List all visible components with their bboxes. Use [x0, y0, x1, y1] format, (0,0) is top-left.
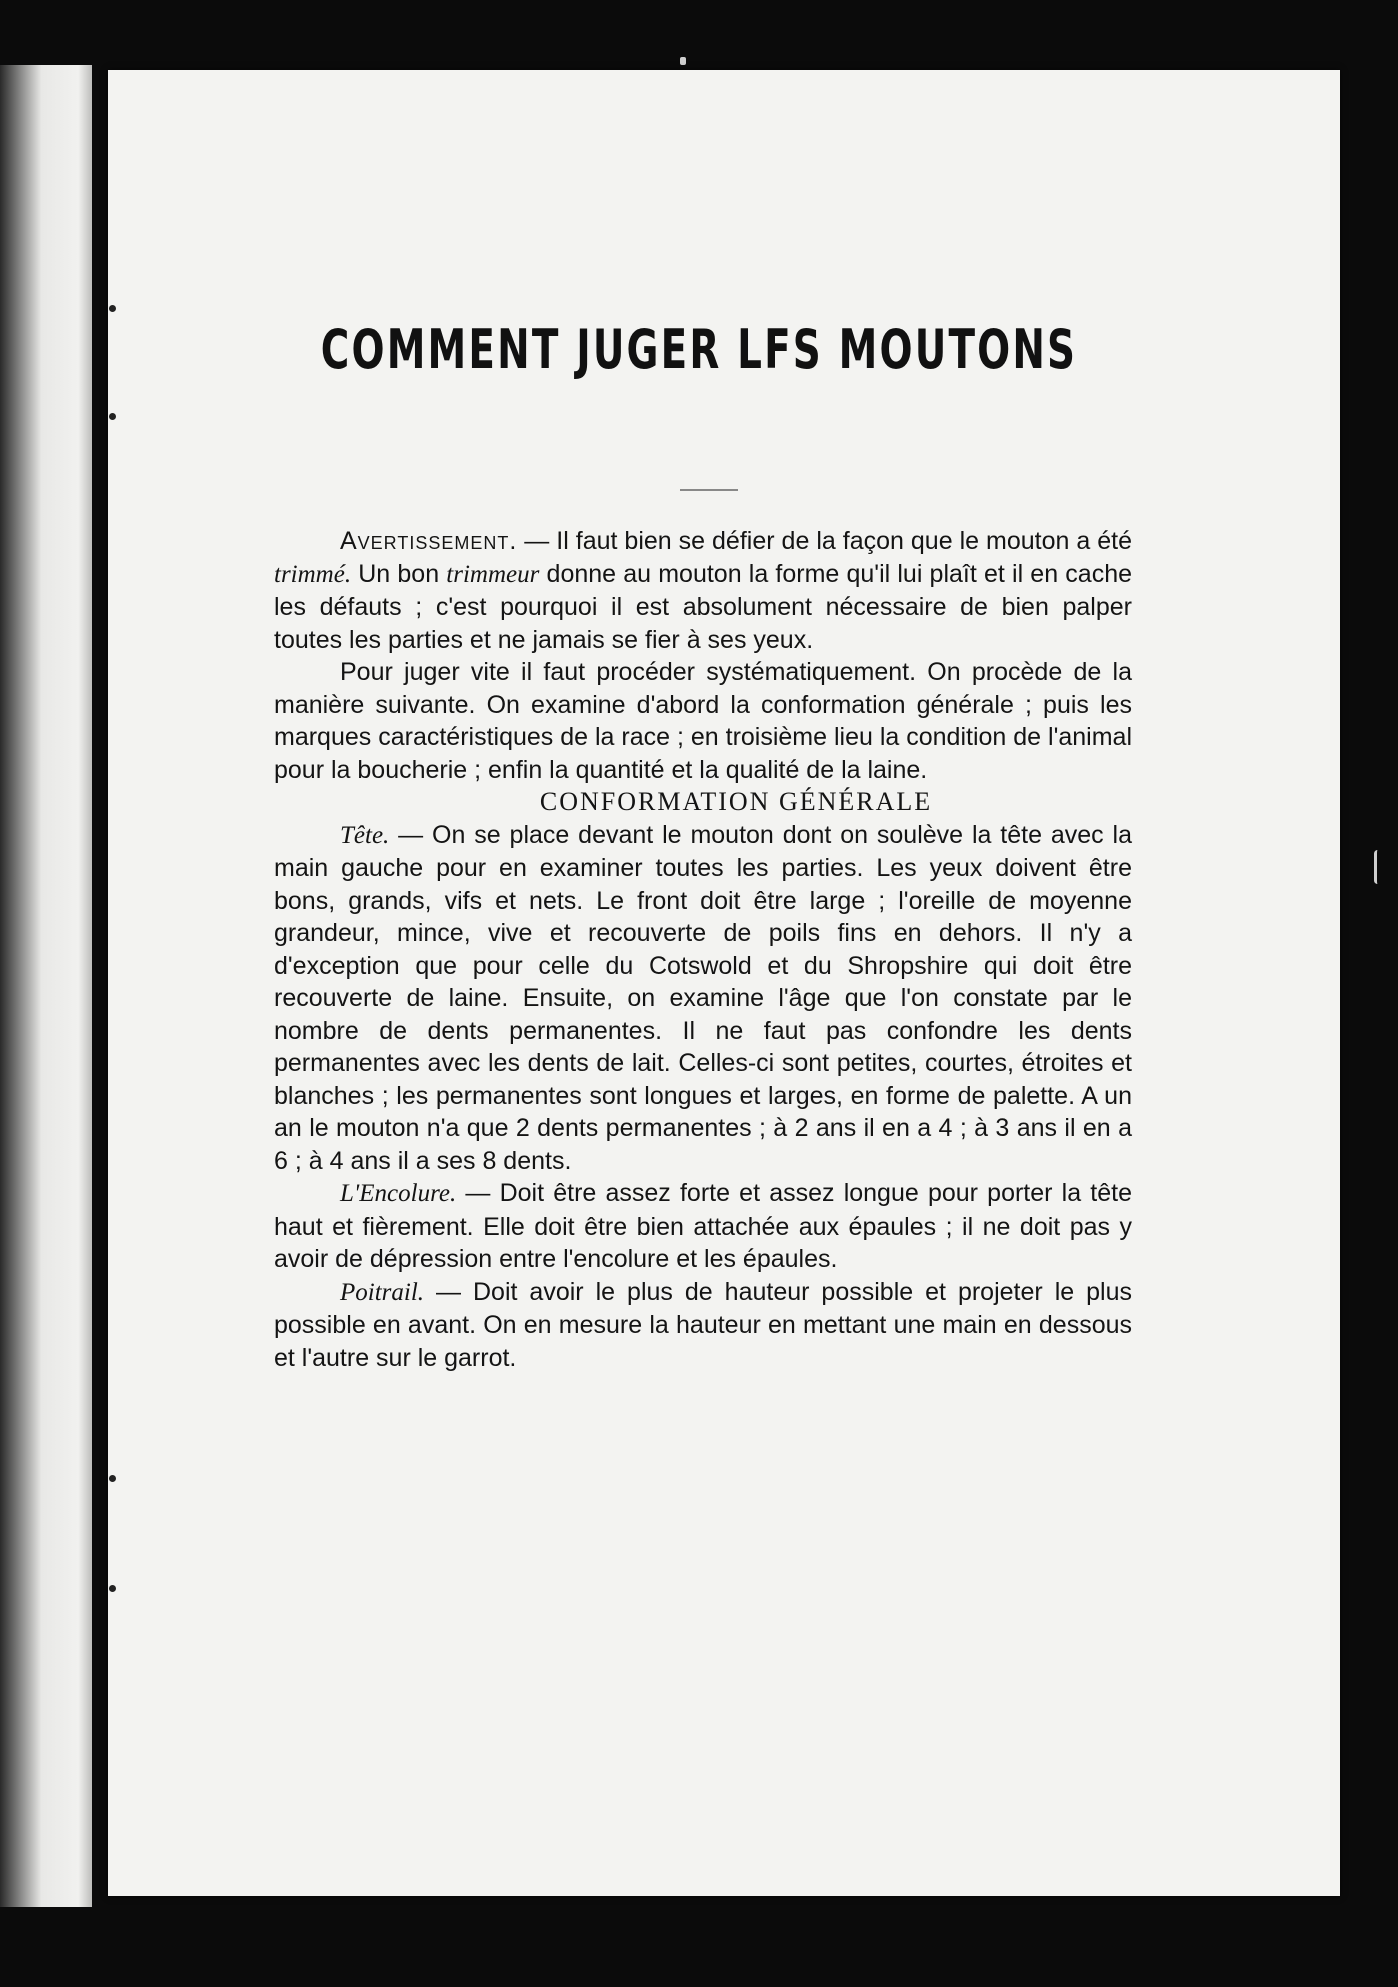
page-title: COMMENT JUGER LFS MOUTONS: [320, 318, 1078, 381]
section-heading: CONFORMATION GÉNÉRALE: [539, 787, 933, 816]
paragraph-tete: [274, 819, 1132, 1178]
scan-speck: [680, 57, 686, 65]
paragraph-encolure: [274, 1177, 1132, 1276]
paragraph-avertissement: [274, 525, 1132, 656]
trimme-term: trimmé.: [274, 560, 352, 588]
paragraph-method: Pour juger vite il faut procéder systématiquement. On procède de la manière suivante. On examine d'abord la conformation générale ; puis les marques caractéristiques de la race ; en troisième lieu la condition de l'animal pour la boucherie ; enfin la quantité et la qualité de la laine.: [274, 658, 1132, 784]
avertissement-text-2: Un bon: [351, 559, 447, 588]
binding-hole-mark: [109, 1585, 116, 1592]
poitrail-label: Poitrail.: [340, 1278, 425, 1306]
article-body: [274, 525, 1132, 1374]
title-divider: [680, 489, 738, 491]
tete-label: Tête.: [340, 821, 390, 849]
scan-artifact-mark: [1374, 850, 1381, 884]
tete-text: — On se place devant le mouton dont on soulève la tête avec la main gauche pour en examiner toutes les parties. Les yeux doivent être bons, grands, vifs et nets. Le front doit être large ; l'oreille de moyenne grandeur, mince, vive et recouverte de poils fins en dehors. Il n'y a d'exception que pour celle du Cotswold et du Shropshire qui doit être recouverte de laine. Ensuite, on examine l'âge que l'on constate par le nombre de dents permanentes. Il ne faut pas confondre les dents permanentes avec les dents de lait. Celles-ci sont petites, courtes, étroites et blanches ; les permanentes sont longues et larges, en forme de palette. A un an le mouton n'a que 2 dents permanentes ; à 2 ans il en a 4 ; à 3 ans il en a 6 ; à 4 ans il a ses 8 dents.: [274, 820, 1132, 1175]
encolure-label: L'Encolure.: [340, 1180, 457, 1207]
binding-hole-mark: [109, 413, 116, 420]
avertissement-label: Avertissement.: [340, 527, 518, 555]
poitrail-text: — Doit avoir le plus de hauteur possible et projeter le plus possible en avant. On en mesure la hauteur en mettant une main en dessous et l'autre sur le garrot.: [274, 1277, 1132, 1372]
avertissement-text-1: — Il faut bien se défier de la façon que le mouton a été: [517, 527, 1132, 555]
avertissement-text-3: donne au mouton la forme qu'il lui plaît et il en cache les défauts ; c'est pourquoi il est absolument nécessaire de bien palper toutes les parties et ne jamais se fier à ses yeux.: [274, 559, 1133, 654]
binding-hole-mark: [109, 1475, 116, 1482]
binding-hole-mark: [109, 305, 116, 312]
paragraph-poitrail: [274, 1276, 1132, 1375]
trimmeur-term: trimmeur: [446, 560, 540, 588]
encolure-text: — Doit être assez forte et assez longue pour porter la tête haut et fièrement. Elle doit être bien attachée aux épaules ; il ne doit pas y avoir de dépression entre l'encolure et les épaules.: [274, 1179, 1132, 1273]
adjacent-page-edge: [0, 65, 92, 1907]
